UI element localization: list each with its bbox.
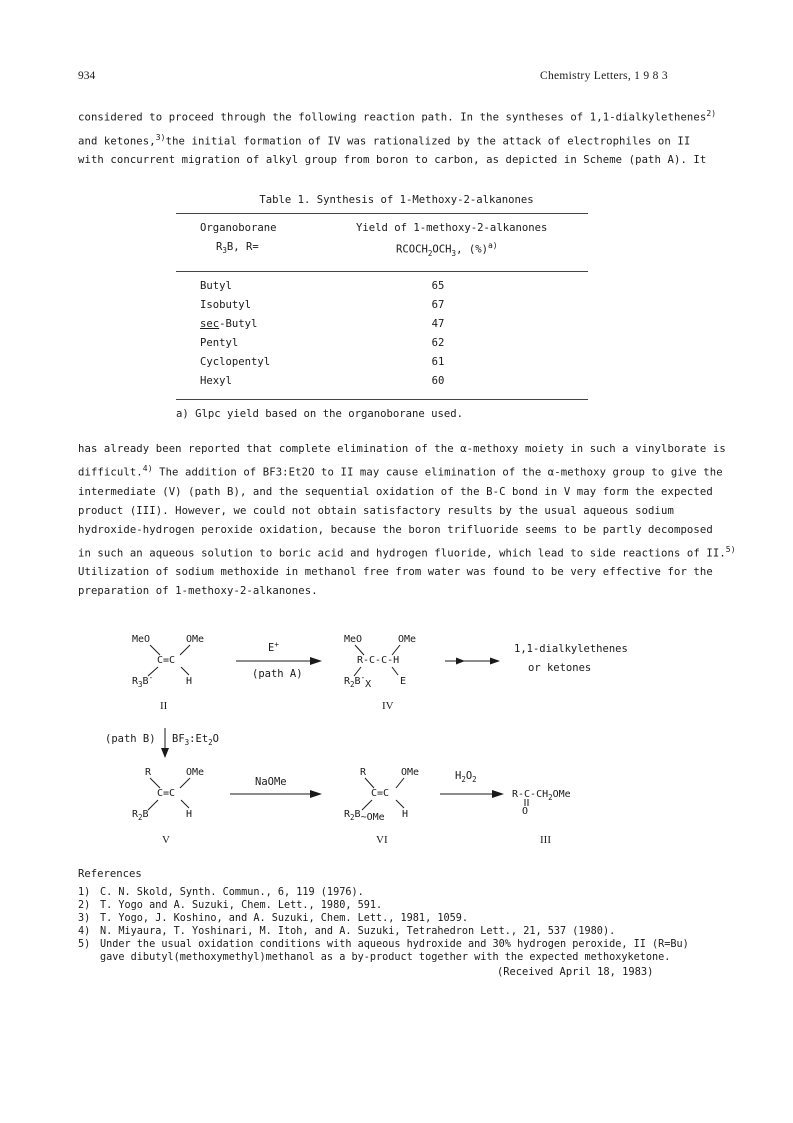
bond xyxy=(365,778,374,788)
page-number: 934 xyxy=(78,70,96,82)
compound-label-ii: II xyxy=(160,700,168,712)
text-line: and ketones,$^{3)}$the initial formation of IV was rationalized by the attack of electrophiles on II xyxy=(78,132,691,148)
col2-header-line2: $RCOCH_2OCH_3$, (%)$^{a)}$ xyxy=(396,241,498,258)
bond xyxy=(181,667,189,675)
arrowhead xyxy=(161,748,169,758)
col2-header-line1: Yield of 1-methoxy-2-alkanones xyxy=(356,222,548,234)
chem-e: E xyxy=(400,676,407,687)
naome-label: NaOMe xyxy=(255,776,287,788)
reference-item: 1) C. N. Skold, Synth. Commun., 6, 119 (1976). xyxy=(78,887,364,898)
bond xyxy=(180,778,190,788)
chem-meo: MeO xyxy=(344,634,363,645)
chem-r2b: $R_2B$ xyxy=(132,809,149,822)
row-pentyl-yield: 62 xyxy=(431,337,445,349)
chem-ome: OMe xyxy=(186,634,205,645)
chem-cc: C=C xyxy=(371,788,390,799)
bond xyxy=(181,800,189,808)
chem-chain: R-C-C-H xyxy=(357,655,400,666)
row-sec-butyl-yield: 47 xyxy=(431,318,445,330)
reference-5-continuation: gave dibutyl(methoxymethyl)methanol as a by-product together with the expected methoxyketone. xyxy=(100,952,671,963)
electrophile-label: E+ xyxy=(268,640,279,654)
row-hexyl-name: Hexyl xyxy=(200,375,232,387)
row-butyl-name: Butyl xyxy=(200,280,232,292)
col1-header-line1: Organoborane xyxy=(200,222,277,234)
arrowhead xyxy=(490,658,500,665)
row-butyl-yield: 65 xyxy=(431,280,445,292)
bond xyxy=(396,778,404,788)
journal-header: Chemistry Letters, 1 9 8 3 xyxy=(540,70,668,82)
chem-cc: C=C xyxy=(157,655,176,666)
path-b-label: (path B) xyxy=(105,733,156,745)
compound-label-v: V xyxy=(162,834,170,846)
chem-r: R xyxy=(145,767,152,778)
row-pentyl-name: Pentyl xyxy=(200,337,239,349)
bond xyxy=(148,800,158,810)
compound-label-iv: IV xyxy=(382,700,394,712)
arrowhead xyxy=(310,657,322,665)
chem-chain: $R-C-CH_2OMe$ xyxy=(512,789,571,802)
col1-header-line2: $R_3B$, R= xyxy=(216,241,259,255)
text-line: with concurrent migration of alkyl group from boron to carbon, as depicted in Scheme (path A). It xyxy=(78,154,707,167)
chem-meo: MeO xyxy=(132,634,151,645)
row-sec-butyl-name: sec-Butyl xyxy=(200,318,258,330)
h2o2-label: $H_2O_2$ xyxy=(455,770,477,784)
arrowhead xyxy=(456,658,465,665)
row-cyclopentyl-yield: 61 xyxy=(431,356,445,368)
chem-ome: OMe xyxy=(398,634,417,645)
chem-h: H xyxy=(186,809,193,820)
text-line: has already been reported that complete elimination of the α-methoxy moiety in such a vinylborate is xyxy=(78,443,726,455)
chem-r2b: $R_2B\sim OMe$ xyxy=(344,809,385,823)
chem-ome: OMe xyxy=(401,767,420,778)
path-b-reagent: $BF_3:Et_2O$ xyxy=(172,733,219,747)
bond xyxy=(392,667,398,675)
chem-h: H xyxy=(186,676,193,687)
row-isobutyl-name: Isobutyl xyxy=(200,299,252,311)
row-cyclopentyl-name: Cyclopentyl xyxy=(200,356,271,368)
text-line: preparation of 1-methoxy-2-alkanones. xyxy=(78,585,318,598)
bond xyxy=(180,645,190,655)
reference-item: 4) N. Miyaura, T. Yoshinari, M. Itoh, and A. Suzuki, Tetrahedron Lett., 21, 537 (1980). xyxy=(78,926,616,937)
chem-ome: OMe xyxy=(186,767,205,778)
arrowhead xyxy=(310,790,322,798)
text-line: hydroxide-hydrogen peroxide oxidation, because the boron trifluoride seems to be partly decomposed xyxy=(78,523,713,536)
text-line: considered to proceed through the following reaction path. In the syntheses of 1,1-dialkylethenes$^{2)}$ xyxy=(78,109,717,124)
bond xyxy=(355,645,364,655)
text-line: difficult.$^{4)}$ The addition of BF3:Et2O to II may cause elimination of the α-methoxy group to give the xyxy=(78,464,723,479)
arrowhead xyxy=(492,790,504,798)
products-line-1: 1,1-dialkylethenes xyxy=(514,643,628,655)
text-line: in such an aqueous solution to boric acid and hydrogen fluoride, which lead to side reactions of II.$^{5)}$ xyxy=(78,544,736,560)
compound-label-iii: III xyxy=(540,834,551,846)
received-date: (Received April 18, 1983) xyxy=(497,966,654,978)
compound-label-vi: VI xyxy=(376,834,388,846)
products-line-2: or ketones xyxy=(528,662,592,674)
bond xyxy=(354,667,361,676)
bond xyxy=(150,778,160,788)
bond xyxy=(150,645,160,655)
path-a-label: (path A) xyxy=(252,668,303,680)
bond xyxy=(392,645,400,655)
references-heading: References xyxy=(78,868,142,880)
bond xyxy=(396,800,404,808)
text-line: intermediate (V) (path B), and the sequential oxidation of the B-C bond in V may form the expected xyxy=(78,485,713,498)
table-title: Table 1. Synthesis of 1-Methoxy-2-alkanones xyxy=(259,194,534,206)
row-isobutyl-yield: 67 xyxy=(431,299,445,311)
row-hexyl-yield: 60 xyxy=(431,375,445,387)
table-footnote: a) Glpc yield based on the organoborane used. xyxy=(176,408,464,420)
text-line: Utilization of sodium methoxide in methanol free from water was found to be very effective for the xyxy=(78,566,713,579)
text-line: product (III). However, we could not obtain satisfactory results by the usual aqueous sodium xyxy=(78,504,674,517)
reference-item: 2) T. Yogo and A. Suzuki, Chem. Lett., 1980, 591. xyxy=(78,900,383,911)
chem-r2b: $R_2B^-X$ xyxy=(344,673,372,690)
chem-cc: C=C xyxy=(157,788,176,799)
chem-o: O xyxy=(522,806,529,817)
chem-r: R xyxy=(360,767,367,778)
chem-h: H xyxy=(402,809,409,820)
reference-item: 5) Under the usual oxidation conditions with aqueous hydroxide and 30% hydrogen peroxide, II (R=Bu) xyxy=(78,939,689,950)
reference-item: 3) T. Yogo, J. Koshino, and A. Suzuki, Chem. Lett., 1981, 1059. xyxy=(78,913,469,924)
chem-r3b: $R_3B^-$ xyxy=(132,673,154,689)
